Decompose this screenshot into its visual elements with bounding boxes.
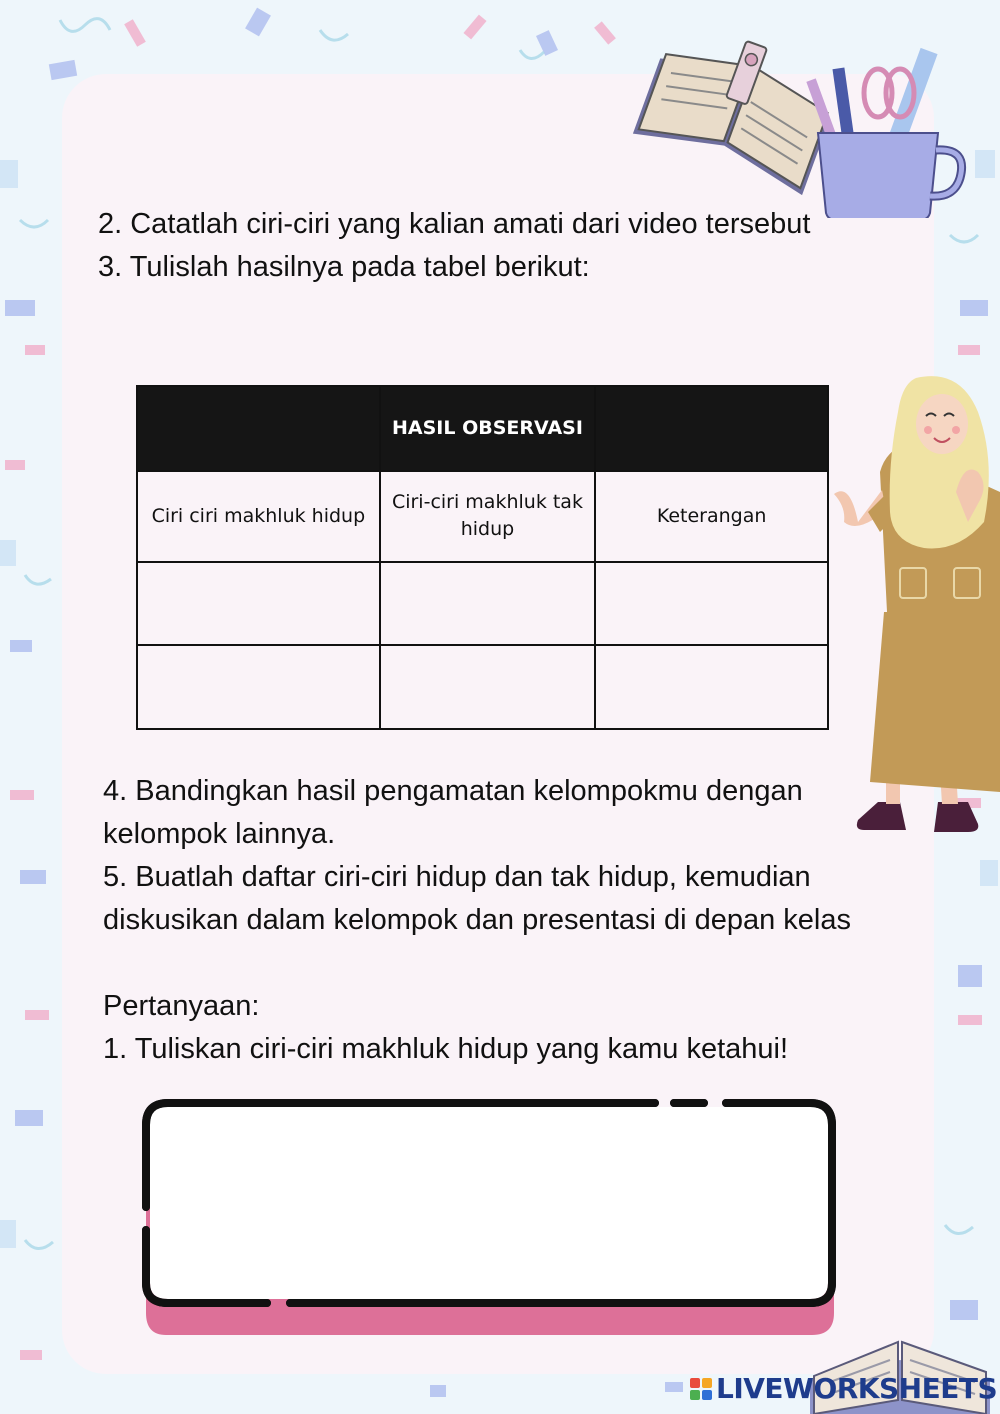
table-cell[interactable] [595, 645, 828, 729]
teacher-illustration [828, 372, 1000, 834]
book-and-pencil-cup-icon [628, 28, 968, 218]
observation-table [136, 385, 829, 730]
spacer [103, 942, 923, 985]
answer-box-frame [140, 1095, 840, 1345]
table-row [137, 645, 828, 729]
table-header-row [137, 386, 828, 471]
instruction-step-2: 2. Catatlah ciri-ciri yang kalian amati dari video tersebut [98, 208, 811, 240]
table-cell[interactable] [380, 645, 596, 729]
steps-after-table [103, 770, 923, 1071]
step-4-line-1: 4. Bandingkan hasil pengamatan kelompokmu dengan [103, 775, 803, 807]
step-4-line-2: kelompok lainnya. [103, 818, 336, 850]
logo-text: LIVEWORKSHEETS [716, 1372, 998, 1405]
column-living-traits: Ciri ciri makhluk hidup [137, 471, 380, 562]
instruction-step-3: 3. Tulislah hasilnya pada tabel berikut: [98, 251, 590, 283]
step-5-line-1: 5. Buatlah daftar ciri-ciri hidup dan tak hidup, kemudian [103, 861, 811, 893]
column-nonliving-traits: Ciri-ciri makhluk tak hidup [380, 471, 596, 562]
questions-heading: Pertanyaan: [103, 990, 260, 1022]
table-cell[interactable] [595, 562, 828, 646]
table-title: HASIL OBSERVASI [380, 386, 596, 471]
question-1: 1. Tuliskan ciri-ciri makhluk hidup yang kamu ketahui! [103, 1033, 789, 1065]
table-cell[interactable] [137, 562, 380, 646]
column-notes: Keterangan [595, 471, 828, 562]
liveworksheets-logo[interactable] [690, 1372, 997, 1405]
table-header-cell [137, 386, 380, 471]
answer-box[interactable] [140, 1095, 840, 1345]
table-row [137, 562, 828, 646]
table-column-row [137, 471, 828, 562]
table-cell[interactable] [380, 562, 596, 646]
table-header-cell [595, 386, 828, 471]
liveworksheets-logo-icon [690, 1378, 712, 1400]
table-cell[interactable] [137, 645, 380, 729]
instructions-block [98, 203, 878, 289]
step-5-line-2: diskusikan dalam kelompok dan presentasi di depan kelas [103, 904, 851, 936]
